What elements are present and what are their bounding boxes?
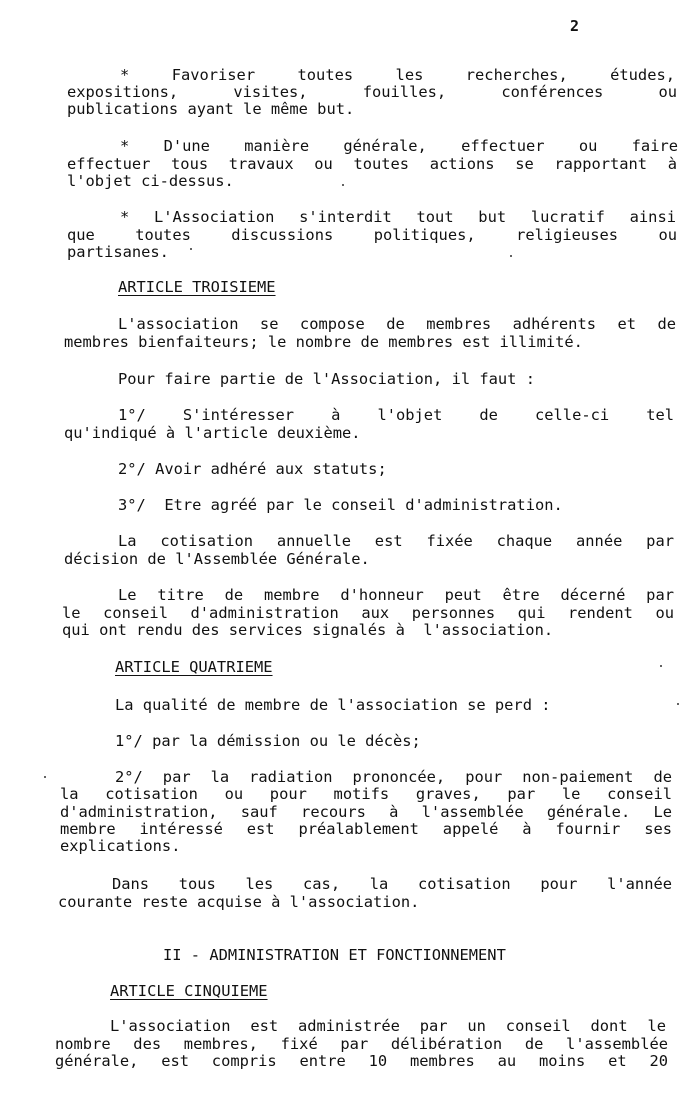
list-item-line: 1°/ S'intéresser à l'objet de celle-ci tel bbox=[118, 406, 674, 424]
paragraph-line: La qualité de membre de l'association se perd : bbox=[115, 696, 551, 714]
list-item-line: 2°/ par la radiation prononcée, pour non-paiement de bbox=[115, 768, 672, 786]
list-item-line: la cotisation ou pour motifs graves, par le conseil bbox=[60, 785, 672, 803]
paragraph-line: partisanes. bbox=[67, 243, 169, 261]
scan-speck bbox=[677, 703, 679, 705]
paragraph-line: membres bienfaiteurs; le nombre de membres est illimité. bbox=[64, 333, 583, 351]
list-item-line: 3°/ Etre agréé par le conseil d'administration. bbox=[118, 496, 563, 514]
list-item-line: explications. bbox=[60, 837, 181, 855]
paragraph-line: l'objet ci-dessus. bbox=[67, 172, 234, 190]
paragraph-line: L'association se compose de membres adhérents et de bbox=[118, 315, 676, 333]
paragraph-line: publications ayant le même but. bbox=[67, 100, 355, 118]
paragraph-line: qui ont rendu des services signalés à l'association. bbox=[62, 621, 554, 639]
paragraph-line: que toutes discussions politiques, religieuses ou bbox=[67, 226, 677, 244]
paragraph-line: Dans tous les cas, la cotisation pour l'année bbox=[112, 875, 672, 893]
paragraph-line: * D'une manière générale, effectuer ou faire bbox=[120, 137, 678, 155]
paragraph-line: La cotisation annuelle est fixée chaque année par bbox=[118, 532, 674, 550]
scan-speck bbox=[510, 255, 512, 257]
paragraph-line: expositions, visites, fouilles, conférences ou bbox=[67, 83, 677, 101]
scan-speck bbox=[190, 248, 192, 250]
scan-speck bbox=[44, 776, 46, 778]
paragraph-line: courante reste acquise à l'association. bbox=[58, 893, 420, 911]
paragraph-line: décision de l'Assemblée Générale. bbox=[64, 550, 370, 568]
list-item-line: 1°/ par la démission ou le décès; bbox=[115, 732, 421, 750]
paragraph-line: effectuer tous travaux ou toutes actions se rapportant à bbox=[67, 155, 677, 173]
section-title: II - ADMINISTRATION ET FONCTIONNEMENT bbox=[163, 946, 506, 964]
list-item-line: 2°/ Avoir adhéré aux statuts; bbox=[118, 460, 387, 478]
list-item-line: membre intéressé est préalablement appelé à fournir ses bbox=[60, 820, 672, 838]
scan-speck bbox=[342, 184, 344, 186]
list-item-line: qu'indiqué à l'article deuxième. bbox=[64, 424, 361, 442]
scan-speck bbox=[660, 665, 662, 667]
article-3-heading: ARTICLE TROISIEME bbox=[118, 278, 276, 296]
paragraph-line: nombre des membres, fixé par délibération de l'assemblée bbox=[55, 1035, 668, 1053]
article-4-heading: ARTICLE QUATRIEME bbox=[115, 658, 273, 676]
paragraph-line: le conseil d'administration aux personnes qui rendent ou bbox=[62, 604, 674, 622]
paragraph-line: * L'Association s'interdit tout but lucratif ainsi bbox=[120, 208, 676, 226]
paragraph-line: L'association est administrée par un conseil dont le bbox=[110, 1017, 666, 1035]
paragraph-line: Le titre de membre d'honneur peut être décerné par bbox=[118, 586, 674, 604]
paragraph-line: Pour faire partie de l'Association, il faut : bbox=[118, 370, 535, 388]
article-5-heading: ARTICLE CINQUIEME bbox=[110, 982, 268, 1000]
list-item-line: d'administration, sauf recours à l'assemblée générale. Le bbox=[60, 803, 672, 821]
page-number: 2 bbox=[570, 17, 580, 35]
paragraph-line: générale, est compris entre 10 membres au moins et 20 bbox=[55, 1052, 668, 1070]
paragraph-line: * Favoriser toutes les recherches, études, bbox=[120, 66, 675, 84]
